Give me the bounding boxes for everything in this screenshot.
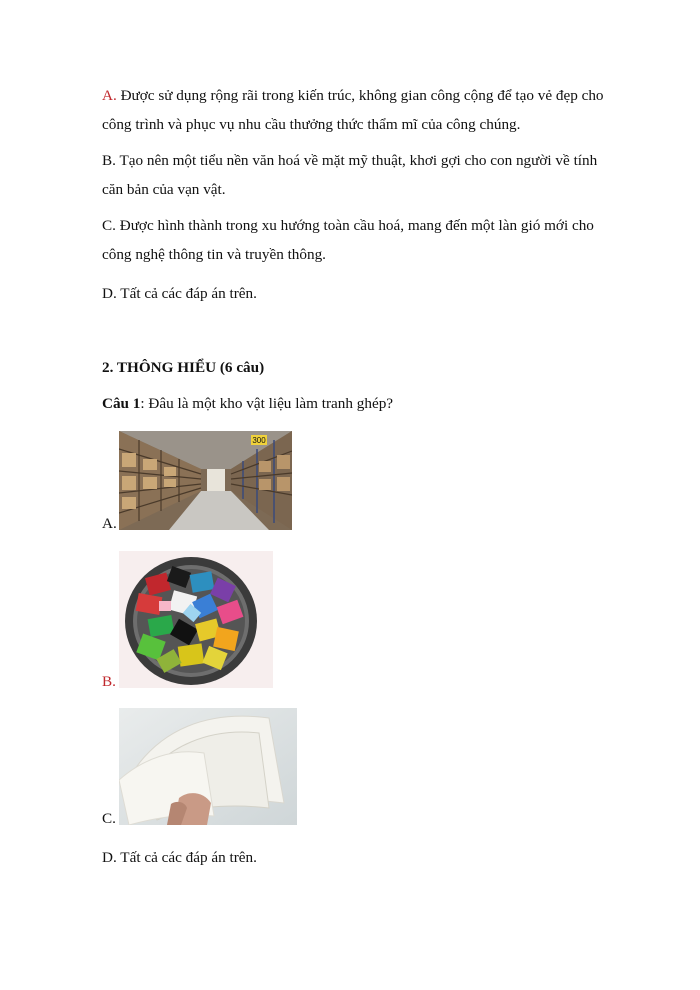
option-c-line2: công nghệ thông tin và truyền thông.	[102, 246, 326, 263]
question-text: : Đâu là một kho vật liệu làm tranh ghép?	[140, 395, 394, 412]
option-d	[102, 279, 650, 308]
image-option-a-letter: A.	[102, 515, 117, 532]
option-c-letter: C.	[102, 217, 116, 234]
question	[102, 389, 650, 418]
paper-sheets-image	[119, 708, 297, 825]
option-a	[102, 81, 650, 139]
colorful-tiles-bowl-image	[119, 551, 273, 688]
option-d-text: Tất cả các đáp án trên.	[120, 285, 257, 302]
image-option-d-text: Tất cả các đáp án trên.	[120, 849, 257, 866]
image-option-d-letter: D.	[102, 849, 117, 866]
question-label: Câu 1	[102, 395, 141, 412]
warehouse-sign: 300	[252, 436, 266, 445]
option-c-line1: Được hình thành trong xu hướng toàn cầu hoá, mang đến một làn gió mới cho	[119, 217, 594, 234]
image-option-d	[102, 843, 650, 872]
option-b-line1: Tạo nên một tiểu nền văn hoá về mặt mỹ thuật, khơi gợi cho con người về tính	[119, 152, 598, 169]
section-heading: 2. THÔNG HIỂU (6 câu)	[102, 359, 265, 376]
option-a-line2: công trình và phục vụ nhu cầu thưởng thức thẩm mĩ của công chúng.	[102, 116, 521, 133]
option-b-letter: B.	[102, 152, 116, 169]
warehouse-shelves-image	[119, 431, 292, 530]
option-c	[102, 211, 650, 269]
option-d-letter: D.	[102, 285, 117, 302]
image-option-b-letter: B.	[102, 673, 116, 690]
option-a-letter: A.	[102, 87, 117, 104]
option-a-line1: Được sử dụng rộng rãi trong kiến trúc, không gian công cộng để tạo vẻ đẹp cho	[120, 87, 604, 104]
image-option-c-letter: C.	[102, 810, 116, 827]
option-b-line2: căn bản của vạn vật.	[102, 181, 226, 198]
option-b	[102, 146, 650, 204]
